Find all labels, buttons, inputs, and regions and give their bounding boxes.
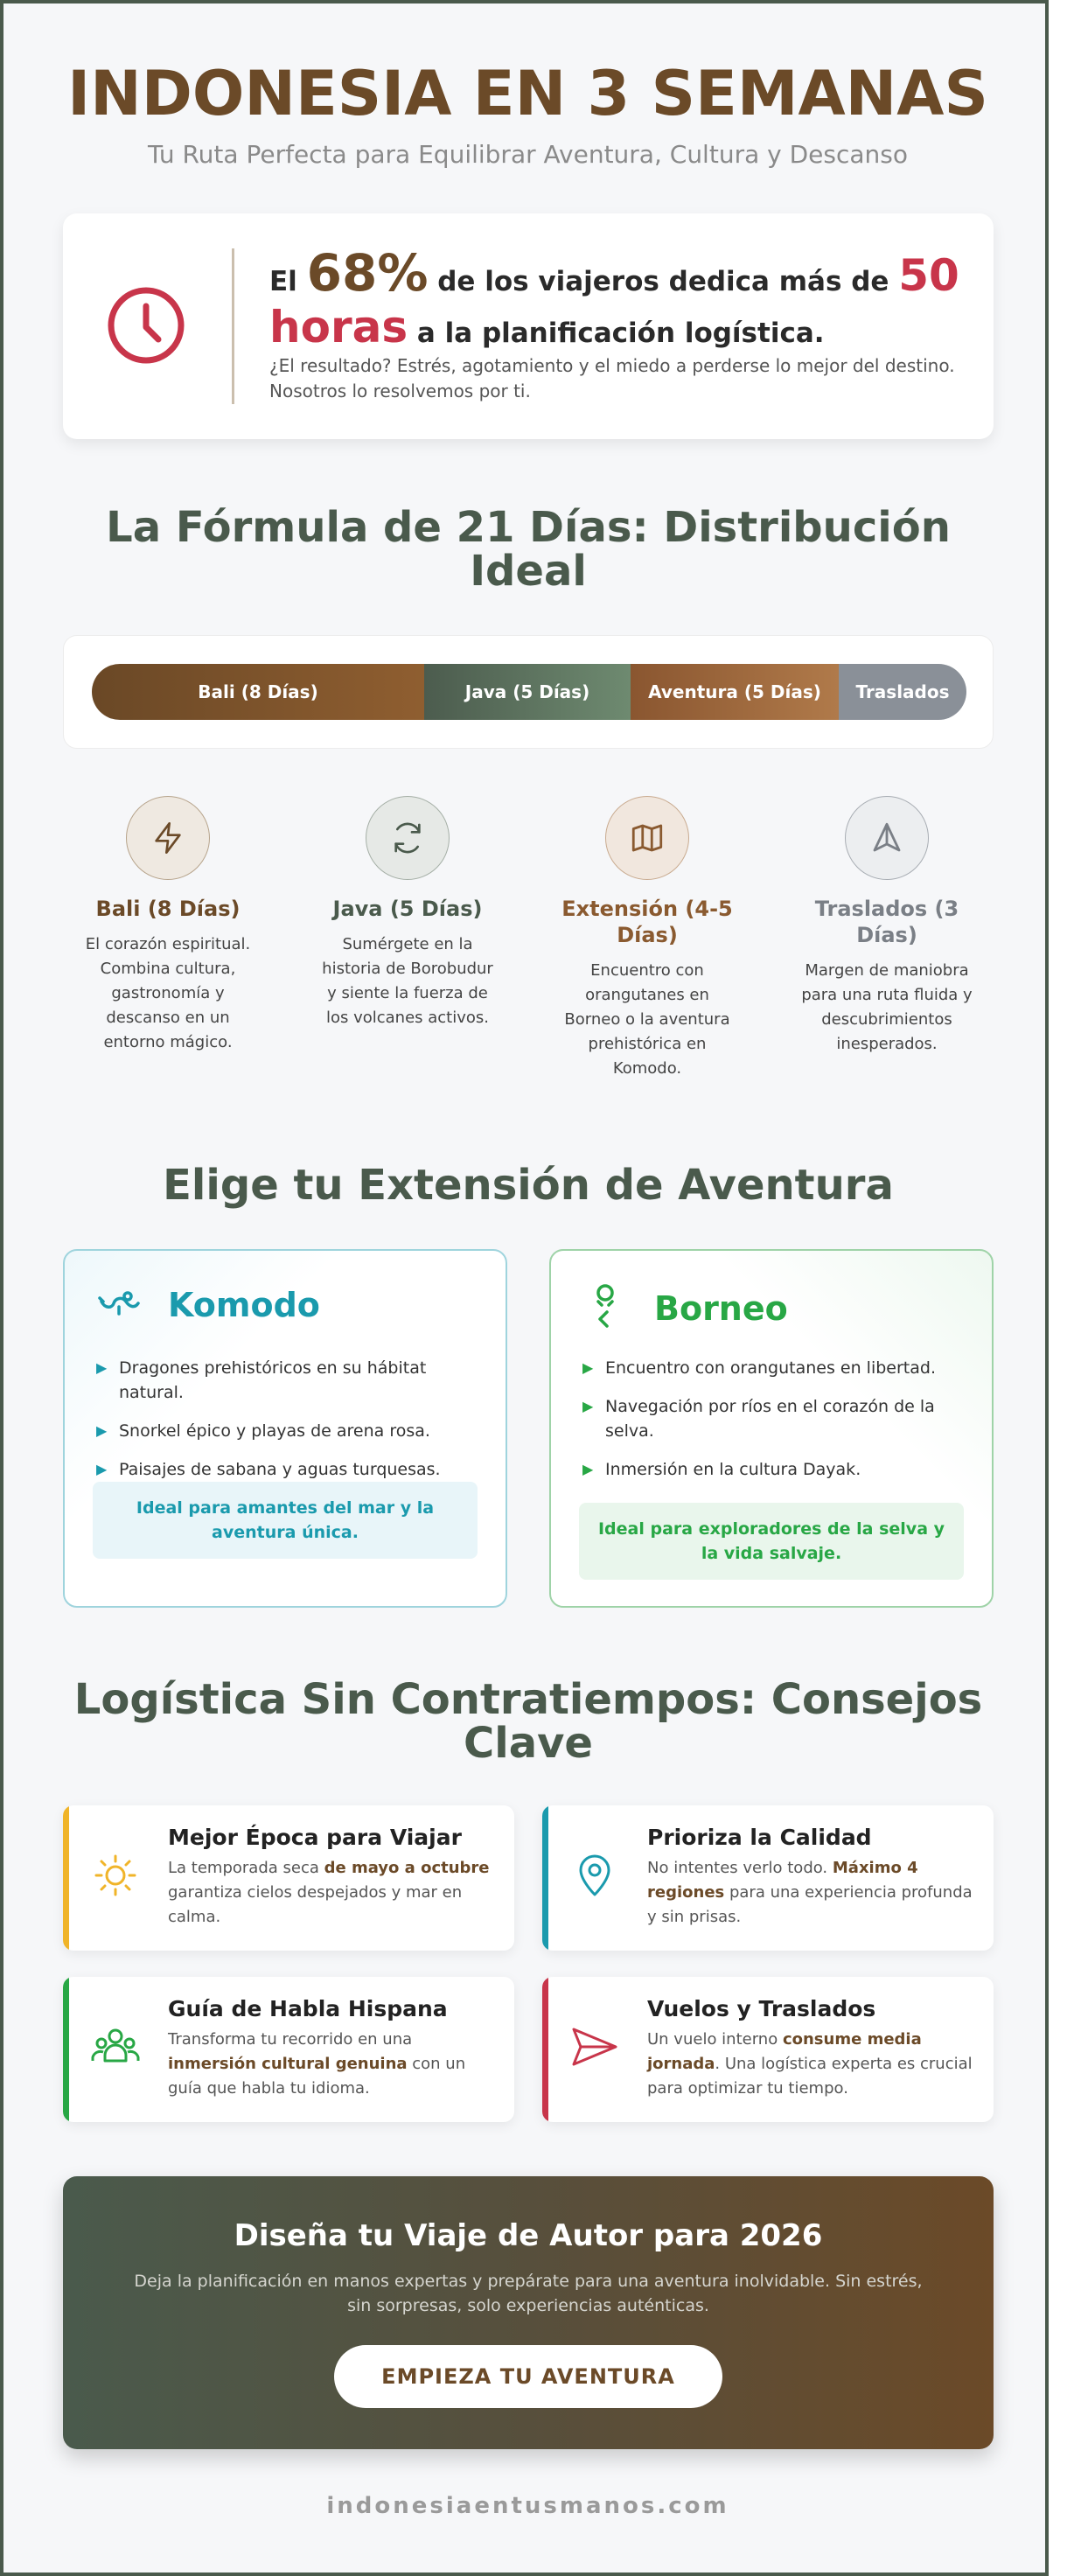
stat-percentage: 68% xyxy=(306,243,429,303)
tip-title: Mejor Época para Viajar xyxy=(168,1825,462,1850)
tip-card-quality xyxy=(542,1805,994,1951)
stat-hours-number: 50 xyxy=(898,250,959,301)
primate-icon xyxy=(582,1282,628,1335)
list-item: ▶ Encuentro con orangutanes en libertad. xyxy=(582,1358,936,1378)
tip-card-flights xyxy=(542,1977,994,2122)
segment-aventura: Aventura (5 Días) xyxy=(631,664,839,720)
list-item: ▶ Paisajes de sabana y aguas turquesas. xyxy=(96,1460,441,1479)
lightning-icon xyxy=(126,796,210,880)
map-pin-icon xyxy=(568,1849,621,1902)
distribution-card xyxy=(63,635,994,749)
tip-title: Guía de Habla Hispana xyxy=(168,1996,448,2021)
refresh-icon xyxy=(366,796,450,880)
navigation-icon xyxy=(845,796,929,880)
column-title: Traslados (3 Días) xyxy=(814,897,959,947)
column-title: Bali (8 Días) xyxy=(95,897,241,921)
segment-traslados: Traslados xyxy=(839,664,966,720)
column-traslados xyxy=(784,796,990,1057)
list-item: ▶ Snorkel épico y playas de arena rosa. xyxy=(96,1421,430,1441)
cta-banner xyxy=(63,2176,994,2449)
list-item: ▶ Navegación por ríos en el corazón de la selva. xyxy=(582,1397,935,1441)
komodo-card[interactable] xyxy=(63,1249,507,1608)
tip-body: No intentes verlo todo. Máximo 4 regiones para una experiencia profunda y sin prisas. xyxy=(647,1859,973,1926)
stat-description: ¿El resultado? Estrés, agotamiento y el miedo a perderse lo mejor del destino. Nosotros lo resolvemos por ti. xyxy=(269,355,955,401)
sun-icon xyxy=(89,1849,142,1902)
column-desc: El corazón espiritual. Combina cultura, gastronomía y descanso en un entorno mágico. xyxy=(85,935,251,1051)
tip-body: La temporada seca de mayo a octubre garantiza cielos despejados y mar en calma. xyxy=(168,1859,490,1926)
list-item: ▶ Inmersión en la cultura Dayak. xyxy=(582,1460,861,1479)
komodo-note: Ideal para amantes del mar y la aventura única. xyxy=(93,1482,478,1559)
column-title: Extensión (4-5 Días) xyxy=(561,897,733,947)
cta-text: Deja la planificación en manos expertas y prepárate para una aventura inolvidable. Sin estrés, sin sorpresas, solo experiencias auténticas. xyxy=(134,2272,923,2315)
tip-card-guide xyxy=(63,1977,514,2122)
map-icon xyxy=(605,796,689,880)
stat-card xyxy=(63,213,994,439)
borneo-list xyxy=(582,1356,967,1496)
clock-icon xyxy=(102,282,190,369)
tip-body: Un vuelo interno consume media jornada. Una logística experta es crucial para optimizar tu tiempo. xyxy=(647,2030,973,2098)
borneo-card[interactable] xyxy=(549,1249,994,1608)
komodo-list xyxy=(96,1356,481,1496)
column-extension xyxy=(544,796,750,1081)
extension-title: Elige tu Extensión de Aventura xyxy=(163,1161,894,1210)
tip-card-season xyxy=(63,1805,514,1951)
tip-body: Transforma tu recorrido en una inmersión cultural genuina con un guía que habla tu idioma. xyxy=(168,2030,466,2098)
tip-title: Vuelos y Traslados xyxy=(647,1996,876,2021)
stat-headline: El 68% de los viajeros dedica más de 50 horas a la planificación logística. xyxy=(269,243,959,353)
borneo-note: Ideal para exploradores de la selva y la vida salvaje. xyxy=(579,1503,964,1580)
column-desc: Encuentro con orangutanes en Borneo o la aventura prehistórica en Komodo. xyxy=(564,961,730,1078)
borneo-title: Borneo xyxy=(654,1289,788,1328)
send-icon xyxy=(568,2021,621,2073)
footer-website[interactable]: indonesiaentusmanos.com xyxy=(326,2493,729,2519)
column-title: Java (5 Días) xyxy=(332,897,483,921)
page-subtitle: Tu Ruta Perfecta para Equilibrar Aventura, Cultura y Descanso xyxy=(147,140,908,169)
formula-title: La Fórmula de 21 Días: Distribución Ideal xyxy=(106,503,951,596)
start-adventure-button[interactable]: EMPIEZA TU AVENTURA xyxy=(334,2345,722,2408)
komodo-title: Komodo xyxy=(168,1286,320,1324)
stat-hours-unit: horas xyxy=(269,302,408,353)
list-item: ▶ Dragones prehistóricos en su hábitat natural. xyxy=(96,1358,427,1402)
cta-title: Diseña tu Viaje de Autor para 2026 xyxy=(234,2218,823,2253)
dragon-icon xyxy=(96,1282,142,1328)
column-desc: Margen de maniobra para una ruta fluida y descubrimientos inesperados. xyxy=(801,961,973,1053)
column-desc: Sumérgete en la historia de Borobudur y siente la fuerza de los volcanes activos. xyxy=(322,935,493,1027)
page-title: INDONESIA EN 3 SEMANAS xyxy=(67,58,988,129)
tip-title: Prioriza la Calidad xyxy=(647,1825,872,1850)
column-bali xyxy=(65,796,271,1055)
group-icon xyxy=(89,2021,142,2073)
distribution-bar xyxy=(92,664,966,720)
segment-bali: Bali (8 Días) xyxy=(92,664,424,720)
stat-divider xyxy=(232,248,234,404)
segment-java: Java (5 Días) xyxy=(424,664,631,720)
column-java xyxy=(304,796,511,1030)
logistics-title: Logística Sin Contratiempos: Consejos Clave xyxy=(73,1675,983,1768)
